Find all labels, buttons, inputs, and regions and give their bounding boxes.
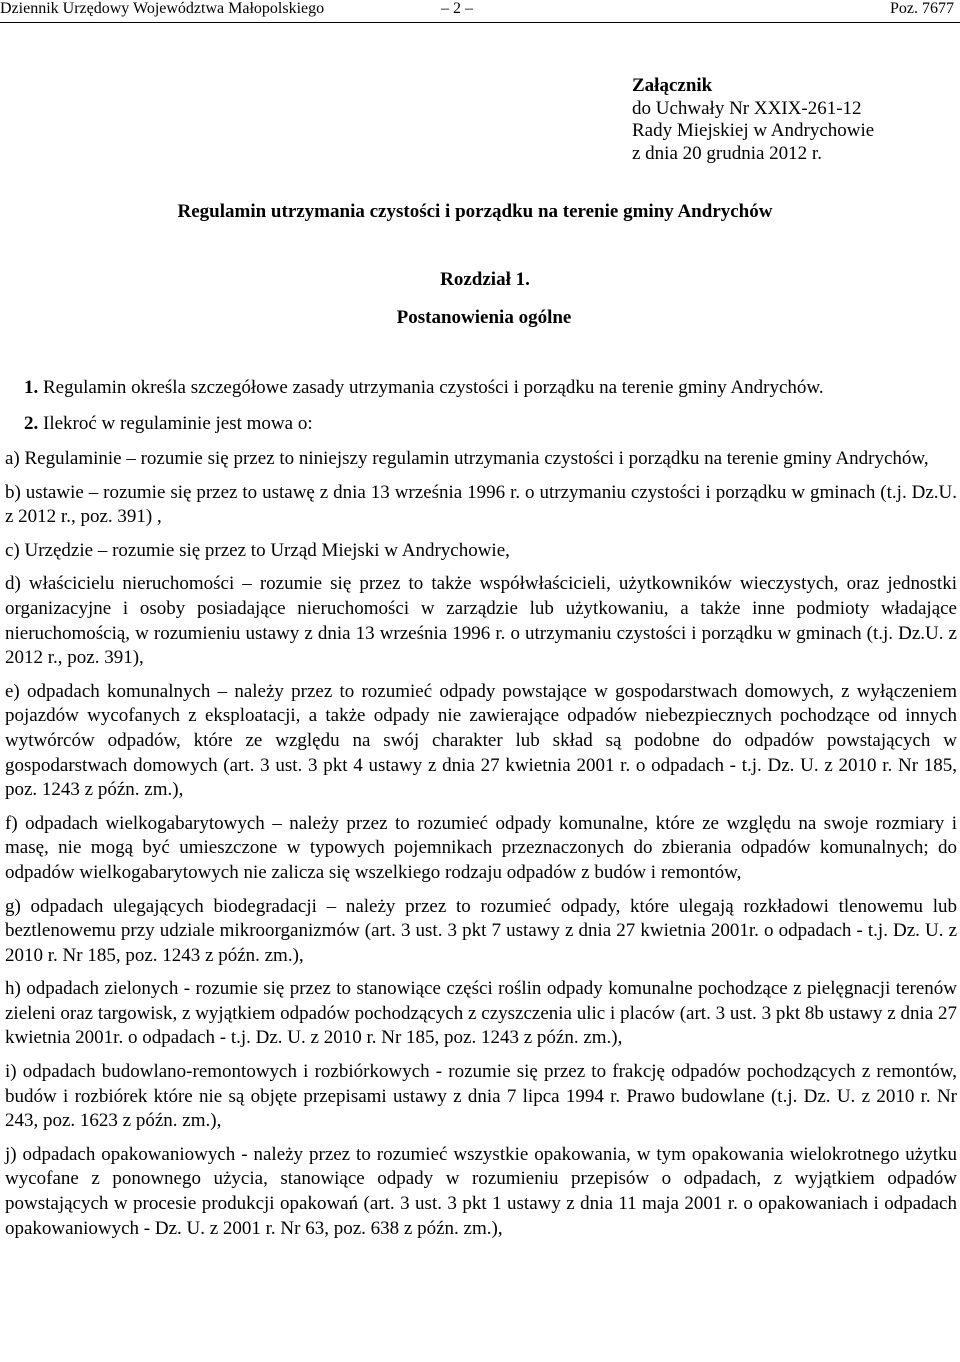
definition-item: d) właścicielu nieruchomości – rozumie się przez to także współwłaścicieli, użytkowników wieczystych, oraz jednostki organizacyjne i osoby posiadające nieruchomości w zarządzie lub użytkowaniu, a także inne podmioty władające nieruchomością, w rozumieniu ustawy z dnia 13 września 1996 r. o utrzymaniu czystości i porządku w gminach (t.j. Dz.U. z 2012 r., poz. 391), <box>5 573 957 669</box>
page-header <box>0 0 960 23</box>
journal-name: Dziennik Urzędowy Województwa Małopolskiego <box>0 0 325 17</box>
annex-title: Załącznik <box>632 75 713 96</box>
definition-item: h) odpadach zielonych - rozumie się przez to stanowiące części roślin odpady komunalne pochodzące z pielęgnacji terenów zieleni oraz targowisk, z wyjątkiem odpadów pochodzących z czyszczenia ulic i placów (art. 3 ust. 3 pkt 8b ustawy z dnia 27 kwietnia 2001r. o odpadach - t.j. Dz. U. z 2010 r. Nr 185, poz. 1243 z późn. zm.), <box>5 978 957 1049</box>
definition-item: j) odpadach opakowaniowych - należy przez to rozumieć wszystkie opakowania, w tym opakowania wielokrotnego użytku wycofane z ponownego użycia, stanowiące odpady w rozumieniu przepisów o odpadach, z wyjątkiem odpadów powstających w procesie produkcji opakowań (art. 3 ust. 3 pkt 1 ustawy z dnia 11 maja 2001 r. o opakowaniach i odpadach opakowaniowych - Dz. U. z 2001 r. Nr 63, poz. 638 z późn. zm.), <box>5 1143 957 1239</box>
document-title: Regulamin utrzymania czystości i porządku na terenie gminy Andrychów <box>177 201 773 222</box>
definition-item: i) odpadach budowlano-remontowych i rozbiórkowych - rozumie się przez to frakcję odpadów pochodzących z remontów, budów i rozbiórek które nie są objęte przepisami ustawy z dnia 7 lipca 1994 r. Prawo budowlane (t.j. Dz. U. z 2010 r. Nr 243, poz. 1623 z późn. zm.), <box>5 1061 957 1132</box>
paragraph-sign: 2. <box>24 413 39 434</box>
paragraph-1 <box>24 376 824 400</box>
definition-item: c) Urzędzie – rozumie się przez to Urząd Miejski w Andrychowie, <box>5 539 510 561</box>
annex-block <box>632 75 874 165</box>
page-number: – 2 – <box>441 0 473 17</box>
annex-date: z dnia 20 grudnia 2012 r. <box>632 142 822 164</box>
definition-item: f) odpadach wielkogabarytowych – należy przez to rozumieć odpady komunalne, które ze względu na swoje rozmiary i masę, nie mogą być umieszczone w typowych pojemnikach przeznaczonych do zbierania odpadów komunalnych; do odpadów wielkogabarytowych nie zalicza się wszelkiego rodzaju odpadów z budów i remontów, <box>5 812 957 883</box>
chapter-name: Postanowienia ogólne <box>396 307 572 328</box>
paragraph-text: Regulamin określa szczegółowe zasady utrzymania czystości i porządku na terenie gminy Andrychów. <box>38 377 824 398</box>
annex-council: Rady Miejskiej w Andrychowie <box>632 120 875 141</box>
position-number: Poz. 7677 <box>890 0 954 17</box>
definition-item: g) odpadach ulegających biodegradacji – należy przez to rozumieć odpady, które ulegają rozkładowi tlenowemu lub beztlenowemu przy udziale mikroorganizmów (art. 3 ust. 3 pkt 7 ustawy z dnia 27 kwietnia 2001r. o odpadach - t.j. Dz. U. z 2010 r. Nr 185, poz. 1243 z późn. zm.), <box>5 895 957 966</box>
definitions-list <box>5 447 957 1250</box>
paragraph-sign: 1. <box>24 377 39 398</box>
chapter-number: Rozdział 1. <box>440 269 530 290</box>
paragraph-2 <box>24 412 313 436</box>
annex-resolution: do Uchwały Nr XXIX-261-12 <box>632 97 862 119</box>
definition-item: b) ustawie – rozumie się przez to ustawę z dnia 13 września 1996 r. o utrzymaniu czystości i porządku w gminach (t.j. Dz.U. z 2012 r., poz. 391) , <box>5 481 957 528</box>
definition-item: e) odpadach komunalnych – należy przez to rozumieć odpady powstające w gospodarstwach domowych, z wyłączeniem pojazdów wycofanych z eksploatacji, a także odpady nie zawierające odpadów niebezpiecznych pochodzące od innych wytwórców odpadów, które ze względu na swój charakter lub skład są podobne do odpadów powstających w gospodarstwach domowych (art. 3 ust. 3 pkt 4 ustawy z dnia 27 kwietnia 2001 r. o odpadach - t.j. Dz. U. z 2010 r. Nr 185, poz. 1243 z późn. zm.), <box>5 680 957 801</box>
definition-item: a) Regulaminie – rozumie się przez to niniejszy regulamin utrzymania czystości i porządku na terenie gminy Andrychów, <box>5 448 929 469</box>
paragraph-text: Ilekroć w regulaminie jest mowa o: <box>38 413 313 434</box>
